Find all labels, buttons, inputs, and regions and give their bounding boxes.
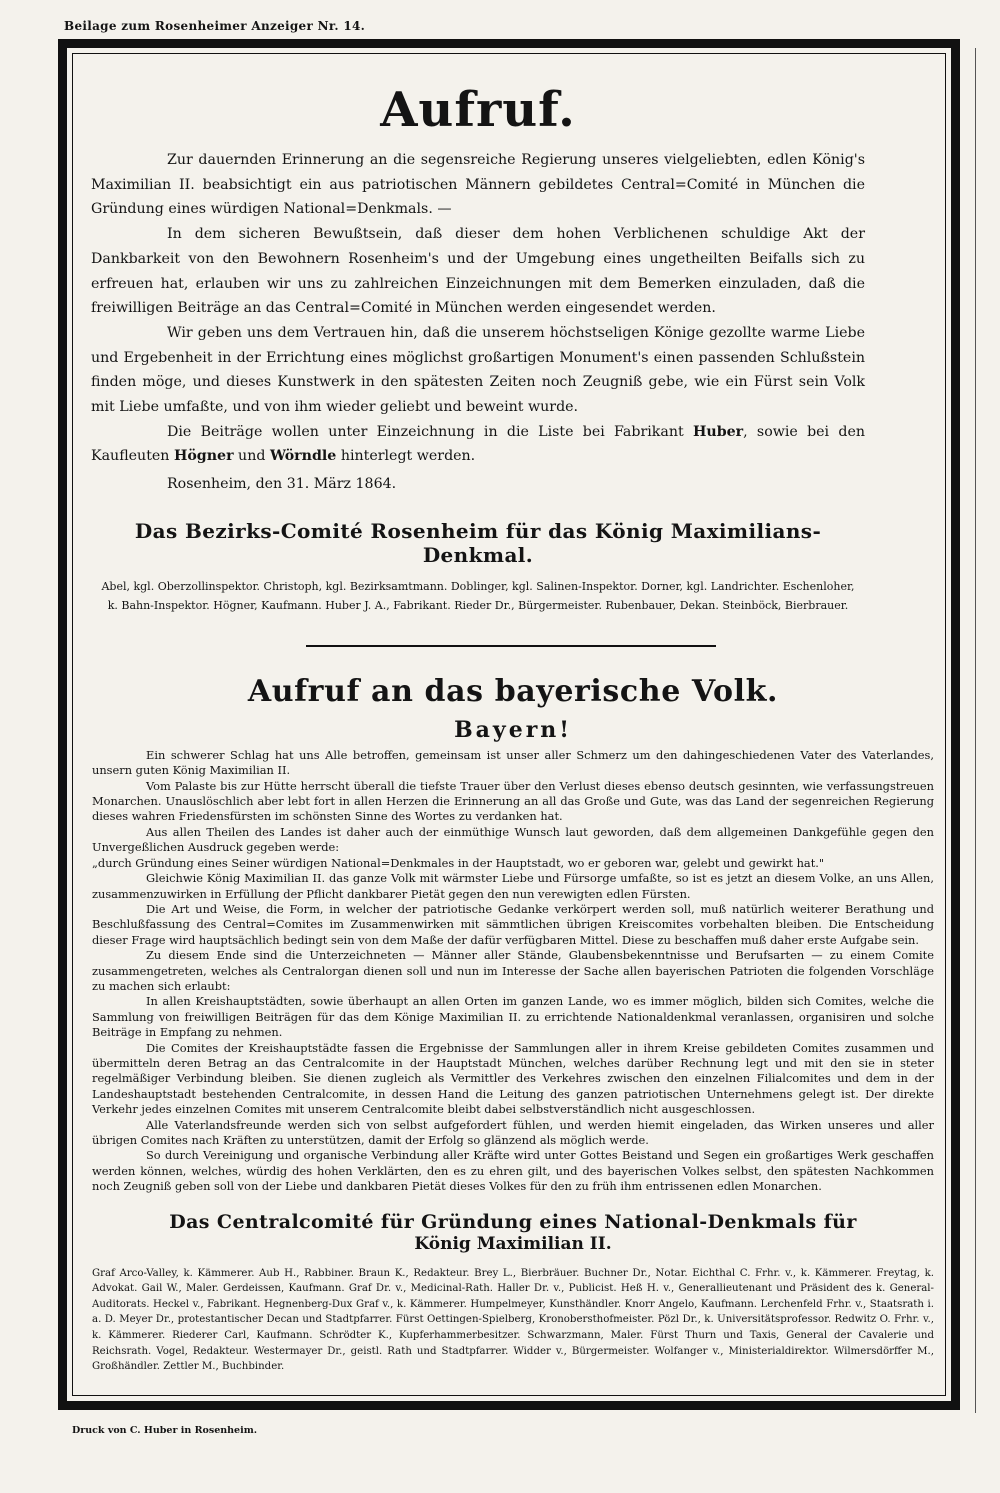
- page-edge-rule: [975, 48, 976, 1413]
- appeal-title: Aufruf.: [380, 82, 576, 138]
- p4-text-start: Die Beiträge wollen unter Einzeichnung in die Liste bei Fabrikant: [167, 423, 693, 440]
- p4-text-und: und: [233, 448, 270, 465]
- section-divider: [306, 645, 716, 647]
- appeal-date: Rosenheim, den 31. März 1864.: [167, 476, 397, 493]
- appeal2-subtitle: Bayern!: [454, 716, 572, 743]
- supplement-header: Beilage zum Rosenheimer Anzeiger Nr. 14.: [64, 19, 366, 33]
- name-woerndle: Wörndle: [269, 448, 337, 465]
- appeal2-quote: „durch Gründung eines Seiner würdigen National=Denkmales in der Hauptstadt, wo er geboren war, gelebt und gewirkt hat.": [92, 855, 825, 870]
- printer-imprint: Druck von C. Huber in Rosenheim.: [72, 1425, 258, 1436]
- appeal2-paragraph-2: Vom Palaste bis zur Hütte herrscht überall die tiefste Trauer über den Verlust dieses ebenso deutsch gesinnten, wie verfassungstreuen Monarchen. Unauslöschlich aber lebt fort in allen Herzen die Erinnerung an all das Große und Gute, was das Land der segenreichen Regierung dieses wahren Friedensfürsten im schönsten Sinne des Wortes zu verdanken hat.: [92, 778, 934, 824]
- appeal-bavarian-people: [92, 673, 934, 1375]
- appeal2-paragraph-7: In allen Kreishauptstädten, sowie überhaupt an allen Orten im ganzen Lande, wo es immer möglich, bilden sich Comites, welche die Sammlung von freiwilligen Beiträgen für das dem Könige Maximilian II. zu errichtende Nationaldenkmal veranlassen, organisiren und solche Beiträge in Empfang zu nehmen.: [92, 994, 934, 1040]
- p4-text-end: hinterlegt werden.: [336, 448, 476, 465]
- name-huber: Huber: [692, 423, 744, 440]
- appeal2-paragraph-6: Zu diesem Ende sind die Unterzeichneten — Männer aller Stände, Glaubensbekenntnisse und Berufsarten — zu einem Comite zusammengetreten, welches als Centralorgan dienen soll und nun im Interesse der Sache allen bayerischen Patrioten die folgenden Vorschläge zu machen sich erlaubt:: [92, 948, 934, 993]
- appeal2-paragraph-4: Gleichwie König Maximilian II. das ganze Volk mit wärmster Liebe und Fürsorge umfaßte, so ist es jetzt an diesem Volke, an uns Allen, zusammenzuwirken in Erfüllung der Pflicht dankbarer Pietät gegen den nun verewigten edlen Fürsten.: [92, 871, 934, 901]
- name-hoegner: Högner: [173, 448, 234, 465]
- appeal2-paragraph-1: Ein schwerer Schlag hat uns Alle betroffen, gemeinsam ist unser aller Schmerz um den dahingeschiedenen Vater des Vaterlandes, unsern guten König Maximilian II.: [92, 747, 934, 778]
- appeal-paragraph-3: Wir geben uns dem Vertrauen hin, daß die unserem höchstseligen Könige gezollte warme Liebe und Ergebenheit in der Errichtung eines möglichst großartigen Monument's einen passenden Schlußstein finden möge, und dieses Kunstwerk in den spätesten Zeiten noch Zeugniß gebe, wie ein Fürst sein Volk mit Liebe umfaßte, und von ihm wieder geliebt und beweint wurde.: [91, 324, 865, 416]
- p4-text-mid: , sowie bei den Kaufleuten: [91, 423, 865, 465]
- appeal-paragraph-2: In dem sicheren Bewußtsein, daß dieser dem hohen Verblichenen schuldige Akt der Dankbarkeit von den Bewohnern Rosenheim's und der Umgebung eines ungetheilten Beifalls sich zu erfreuen hat, erlauben wir uns zu zahlreichen Einzeichnungen mit dem Bemerken einzuladen, daß die freiwilligen Beiträge an das Central=Comité in München werden eingesendet werden.: [91, 226, 865, 317]
- appeal-rosenheim: [91, 78, 865, 615]
- broadsheet-content: [83, 78, 939, 1375]
- appeal2-paragraph-9: Alle Vaterlandsfreunde werden sich von selbst aufgefordert fühlen, und werden hiemit eingeladen, das Wirken unseres und aller übrigen Comites nach Kräften zu unterstützen, damit der Erfolg so glänzend als möglich werde.: [92, 1117, 934, 1147]
- appeal-paragraph-4: [91, 420, 865, 469]
- appeal2-paragraph-8: Die Comites der Kreishauptstädte fassen die Ergebnisse der Sammlungen aller in ihrem Kreise gebildeten Comites zusammen und übermitteln deren Betrag an das Centralcomite in der Hauptstadt München, welches darüber Rechnung legt und mit den sie in steter regelmäßiger Verbindung bleiben. Sie dienen zugleich als Vermittler des Verkehres zwischen den einzelnen Filialcomites und dem in der Landeshauptstadt bestehenden Centralcomite, in dessen Hand die Leitung des ganzen patriotischen Unternehmens gelegt ist. Der direkte Verkehr jedes einzelnen Comites mit unserem Centralcomite bleibt dabei selbstverständlich nicht ausgeschlossen.: [92, 1040, 934, 1117]
- central-committee-king: König Maximilian II.: [414, 1233, 612, 1254]
- central-committee-heading: Das Centralcomité für Gründung eines National-Denkmals für: [169, 1210, 857, 1233]
- district-committee-heading: Das Bezirks-Comité Rosenheim für das König Maximilians-Denkmal.: [134, 518, 822, 567]
- appeal2-title: Aufruf an das bayerische Volk.: [247, 673, 779, 709]
- appeal2-paragraph-3: Aus allen Theilen des Landes ist daher auch der einmüthige Wunsch laut geworden, daß dem allgemeinen Dankgefühle gegen den Unvergeßlichen Ausdruck gegeben werde:: [92, 824, 934, 855]
- central-committee-members: Graf Arco-Valley, k. Kämmerer. Aub H., Rabbiner. Braun K., Redakteur. Brey L., Bierbräuer. Buchner Dr., Notar. Eichthal C. Frhr. v., k. Kämmerer. Freytag, k. Advokat. Gail W., Maler. Gerdeissen, Kaufmann. Graf Dr. v., Medicinal-Rath. Haller Dr. v., Publicist. Heß H. v., Generallieutenant und Präsident des k. General-Auditorats. Heckel v., Fabrikant. Hegnenberg-Dux Graf v., k. Kämmerer. Humpelmeyer, Kunsthändler. Knorr Angelo, Kaufmann. Lerchenfeld Frhr. v., Staatsrath i. a. D. Meyer Dr., protestantischer Decan und Stadtpfarrer. Fürst Oettingen-Spielberg, Kronobersthofmeister. Pözl Dr., k. Universitätsprofessor. Redwitz O. Frhr. v., k. Kämmerer. Riederer Carl, Kaufmann. Schrödter K., Kupferhammerbesitzer. Schwarzmann, Maler. Fürst Thurn und Taxis, General der Cavalerie und Reichsrath. Vogel, Redakteur. Westermayer Dr., geistl. Rath und Stadtpfarrer. Widder v., Bürgermeister. Wolfanger v., Ministerialdirektor. Wilmersdörffer M., Großhändler. Zettler M., Buchbinder.: [92, 1267, 934, 1373]
- district-committee-members: Abel, kgl. Oberzollinspektor. Christoph, kgl. Bezirksamtmann. Doblinger, kgl. Salinen-Inspektor. Dorner, kgl. Landrichter. Eschenloher, k. Bahn-Inspektor. Högner, Kaufmann. Huber J. A., Fabrikant. Rieder Dr., Bürgermeister. Rubenbauer, Dekan. Steinböck, Bierbrauer.: [101, 579, 855, 612]
- appeal-paragraph-1: Zur dauernden Erinnerung an die segensreiche Regierung unseres vielgeliebten, edlen König's Maximilian II. beabsichtigt ein aus patriotischen Männern gebildetes Central=Comité in München die Gründung eines würdigen National=Denkmals. —: [91, 152, 865, 218]
- appeal2-paragraph-10: So durch Vereinigung und organische Verbindung aller Kräfte wird unter Gottes Beistand und Segen ein großartiges Werk geschaffen werden können, welches, würdig des hohen Verklärten, den es zu ehren gilt, und des bayerischen Volkes selbst, den spätesten Nachkommen noch Zeugniß geben soll von der Liebe und dankbaren Pietät dieses Volkes für den zu früh ihm entrissenen edlen Monarchen.: [92, 1148, 934, 1194]
- appeal2-paragraph-5: Die Art und Weise, die Form, in welcher der patriotische Gedanke verkörpert werden soll, muß natürlich weiterer Berathung und Beschlußfassung des Central=Comites im Zusammenwirken mit sämmtlichen übrigen Kreiscomites vorbehalten bleiben. Die Entscheidung dieser Frage wird hauptsächlich bedingt sein von dem Maße der dafür verfügbaren Mittel. Diese zu beschaffen muß daher erste Aufgabe sein.: [92, 901, 934, 947]
